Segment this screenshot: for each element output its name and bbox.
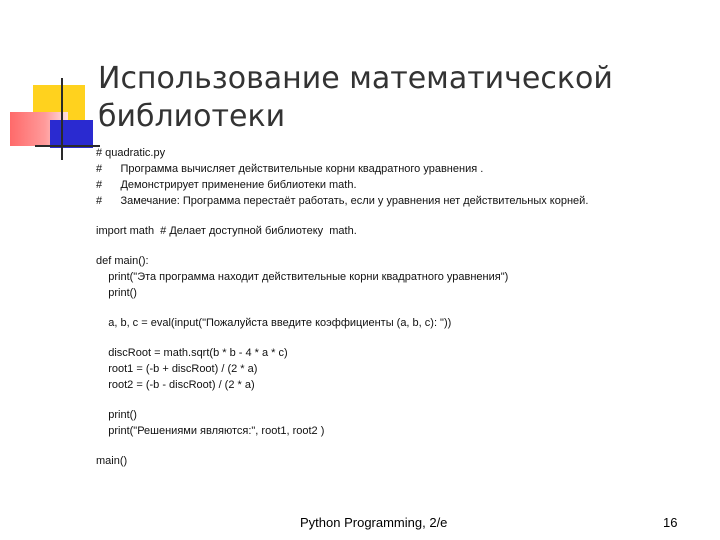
slide-title-line-1: Использование математической [98, 61, 613, 96]
code-print-blank-line: print() [96, 409, 137, 421]
code-comment-line: # Замечание: Программа перестаёт работать, если у уравнения нет действительных корней. [96, 195, 589, 207]
code-import-line: import math # Делает доступной библиотеку math. [96, 225, 357, 237]
page-number: 16 [663, 515, 678, 530]
slide-title-line-2: библиотеки [98, 99, 286, 134]
code-calc-line: discRoot = math.sqrt(b * b - 4 * a * c) [96, 347, 288, 359]
code-input-line: a, b, c = eval(input("Пожалуйста введите коэффициенты (a, b, c): ")) [96, 317, 452, 329]
code-listing [96, 145, 696, 469]
code-def-line: def main(): [96, 255, 149, 267]
code-calc-line: root1 = (-b + discRoot) / (2 * a) [96, 363, 258, 375]
code-comment-line: # Демонстрирует применение библиотеки math. [96, 179, 357, 191]
code-comment-line: # quadratic.py [96, 147, 166, 159]
code-calc-line: root2 = (-b - discRoot) / (2 * a) [96, 379, 255, 391]
code-comment-line: # Программа вычисляет действительные корни квадратного уравнения . [96, 163, 484, 175]
decorative-horizontal-line [35, 145, 100, 147]
code-print-result-line: print("Решениями являются:", root1, root2 ) [96, 425, 325, 437]
code-main-call-line: main() [96, 455, 128, 467]
slide-title [98, 60, 658, 136]
code-print-intro-line: print("Эта программа находит действительные корни квадратного уравнения") [96, 271, 509, 283]
decorative-vertical-line [61, 78, 63, 160]
footer-title: Python Programming, 2/e [300, 515, 448, 530]
code-print-blank-line: print() [96, 287, 137, 299]
decorative-blue-square [50, 120, 93, 148]
